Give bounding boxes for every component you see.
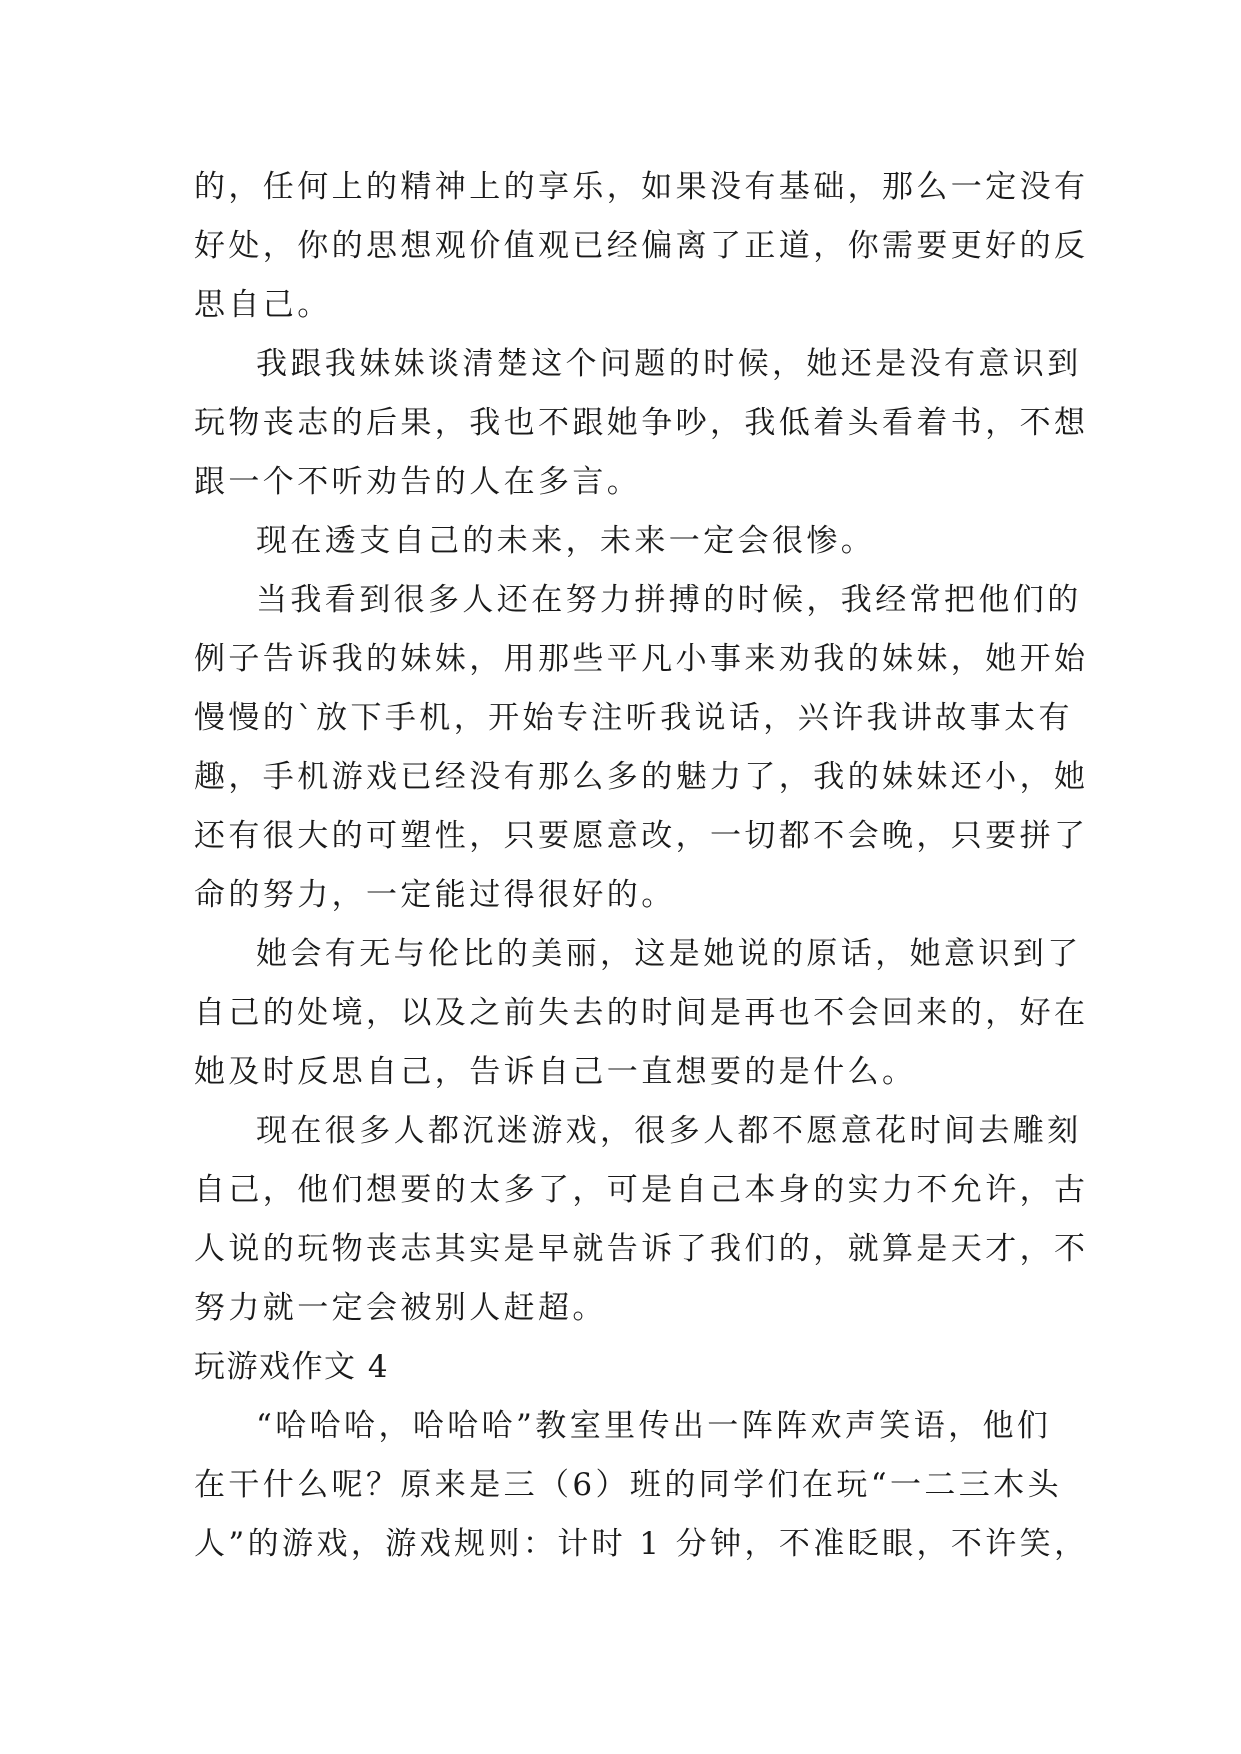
paragraph-first-line: “哈哈哈，哈哈哈”教室里传出一阵阵欢声笑语，他们 — [256, 1408, 1052, 1444]
text-line: 玩物丧志的后果，我也不跟她争吵，我低着头看着书，不想 — [194, 405, 1089, 441]
text-line: 自己的处境，以及之前失去的时间是再也不会回来的，好在 — [194, 995, 1089, 1031]
text-line: 在干什么呢？原来是三（6）班的同学们在玩“一二三木头 — [194, 1467, 1062, 1503]
paragraph-first-line: 现在很多人都沉迷游戏，很多人都不愿意花时间去雕刻 — [256, 1113, 1082, 1149]
text-line: 的，任何上的精神上的享乐，如果没有基础，那么一定没有 — [194, 169, 1089, 205]
text-line: 慢慢的`放下手机，开始专注听我说话，兴许我讲故事太有 — [194, 700, 1073, 736]
text-line: 自己，他们想要的太多了，可是自己本身的实力不允许，古 — [194, 1172, 1089, 1208]
paragraph-first-line: 她会有无与伦比的美丽，这是她说的原话，她意识到了 — [256, 936, 1082, 972]
document-body — [194, 158, 1089, 1574]
text-line: 努力就一定会被别人赶超。 — [194, 1290, 607, 1326]
text-line: 命的努力，一定能过得很好的。 — [194, 877, 676, 913]
paragraph-first-line: 我跟我妹妹谈清楚这个问题的时候，她还是没有意识到 — [256, 346, 1082, 382]
paragraph-first-line: 当我看到很多人还在努力拼搏的时候，我经常把他们的 — [256, 582, 1082, 618]
paragraph-first-line: 现在透支自己的未来，未来一定会很惨。 — [256, 523, 876, 559]
text-line: 趣，手机游戏已经没有那么多的魅力了，我的妹妹还小，她 — [194, 759, 1089, 795]
text-line: 好处，你的思想观价值观已经偏离了正道，你需要更好的反 — [194, 228, 1089, 264]
text-line: 她及时反思自己，告诉自己一直想要的是什么。 — [194, 1054, 917, 1090]
text-line: 例子告诉我的妹妹，用那些平凡小事来劝我的妹妹，她开始 — [194, 641, 1089, 677]
text-line: 人说的玩物丧志其实是早就告诉了我们的，就算是天才，不 — [194, 1231, 1089, 1267]
section-heading: 玩游戏作文 4 — [194, 1349, 390, 1385]
text-line: 跟一个不听劝告的人在多言。 — [194, 464, 642, 500]
text-line: 还有很大的可塑性，只要愿意改，一切都不会晚，只要拼了 — [194, 818, 1089, 854]
text-line: 思自己。 — [194, 287, 332, 323]
text-line: 人”的游戏，游戏规则：计时 1 分钟，不准眨眼，不许笑， — [194, 1526, 1089, 1562]
